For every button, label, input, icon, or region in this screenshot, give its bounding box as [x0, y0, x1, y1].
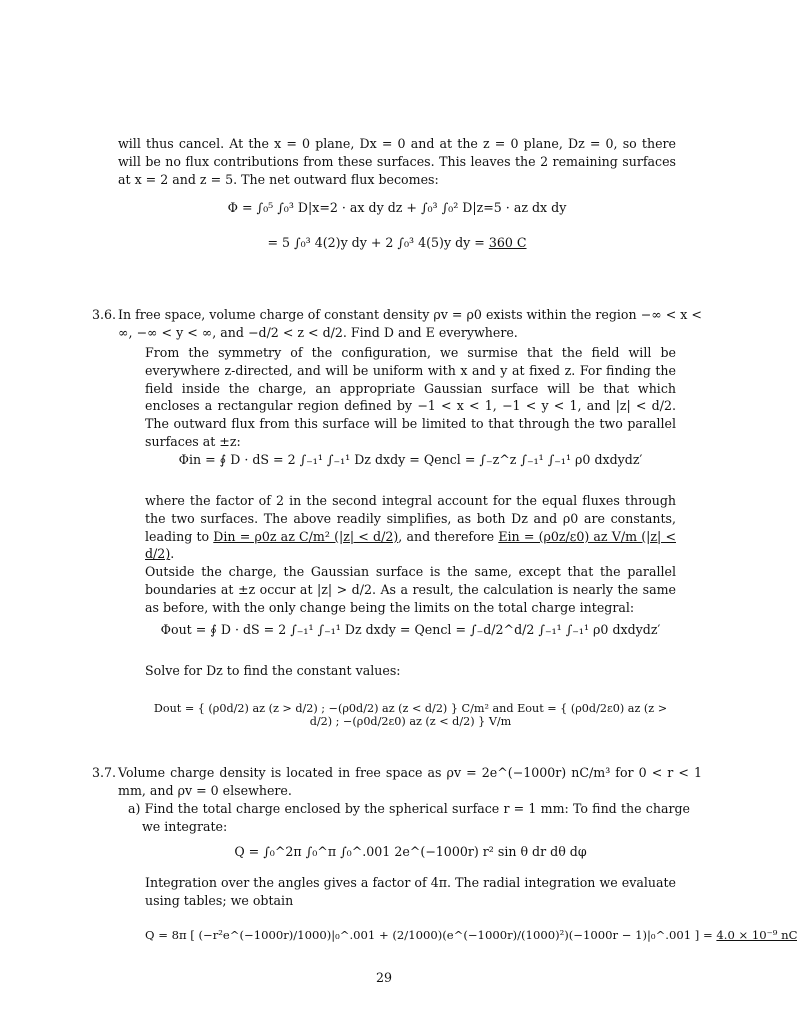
charge-result-text: Q = 8π [ (−r²e^(−1000r)/1000)|₀^.001 + (2/1000)(e^(−1000r)/(1000)²)(−1000r − 1)|₀^.001 ] =: [145, 928, 717, 942]
flux-result: 360 C: [488, 235, 527, 250]
p36-para2-a: where the factor of 2 in the second integral account for the equal fluxes through the two surfaces. The above readily simplifies, as both Dz and ρ0 are constants, leading to: [145, 493, 676, 544]
problem-3-6-paragraph-2: [145, 492, 676, 617]
charge-result-equation: [145, 928, 797, 942]
problem-3-7-statement: Volume charge density is located in free space as ρv = 2e^(−1000r) nC/m³ for 0 < r < 1 mm, and ρv = 0 elsewhere.: [118, 765, 702, 798]
part-a-label: a): [128, 801, 141, 816]
problem-3-6-statement: In free space, volume charge of constant density ρv = ρ0 exists within the region −∞ < x < ∞, −∞ < y < ∞, and −d/2 < z < d/2. Find D and E everywhere.: [118, 307, 702, 340]
page-number: 29: [375, 970, 393, 985]
problem-3-7-paragraph: [145, 874, 676, 910]
p36-para1-text: From the symmetry of the configuration, we surmise that the field will be everywhere z-directed, and will be uniform with x and y at fixed z. For finding the field inside the charge, an appropriate Gaussian surface will be that which encloses a rectangular region defined by −1 < x < 1, −1 < y < 1, and |z| < d/2. The outward flux from this surface will be limited to that through the two parallel surfaces at ±z:: [145, 345, 676, 449]
d-out-text: Dout = { (ρ0d/2) az (z > d/2) ; −(ρ0d/2) az (z < d/2) } C/m² and Eout = { (ρ0d/2ε0) az (z > d/2) ; −(ρ0d/2ε0) az (z < d/2) } V/m: [153, 702, 668, 728]
problem-3-7-part-a: [128, 800, 690, 836]
p36-para2-c: .: [170, 546, 175, 562]
p36-para2-b: , and therefore: [398, 528, 499, 544]
problem-3-7: [92, 764, 702, 800]
p36-para3-text: Outside the charge, the Gaussian surface is the same, except that the parallel boundaries at ±z occur at |z| > d/2. As a result, the calculation is nearly the same as before, with the only change being the limits on the total charge integral:: [145, 564, 676, 615]
solve-line: [145, 662, 676, 680]
solve-text: Solve for Dz to find the constant values:: [145, 663, 401, 678]
problem-3-6: [92, 306, 702, 342]
charge-integral-equation: [145, 844, 676, 859]
phi-in-equation: [145, 452, 676, 467]
problem-3-6-paragraph-1: [145, 344, 676, 451]
charge-integral-text: Q = ∫₀^2π ∫₀^π ∫₀^.001 2e^(−1000r) r² sin θ dr dθ dφ: [234, 844, 587, 859]
flux-equation-line-1: Φ = ∫₀⁵ ∫₀³ D|x=2 · ax dy dz + ∫₀³ ∫₀² D|z=5 · az dx dy: [227, 200, 567, 215]
p37-para-text: Integration over the angles gives a factor of 4π. The radial integration we evaluate using tables; we obtain: [145, 875, 676, 908]
problem-3-6-number: 3.6.: [92, 307, 117, 322]
e-inside-result: Ein = (ρ0z/ε0) az V/m (|z| < d/2): [145, 528, 676, 562]
phi-out-text: Φout = ∮ D · dS = 2 ∫₋₁¹ ∫₋₁¹ Dz dxdy = Qencl = ∫₋d/2^d/2 ∫₋₁¹ ∫₋₁¹ ρ0 dxdydz′: [160, 622, 661, 637]
problem-3-7-number: 3.7.: [92, 765, 117, 780]
d-inside-result: Din = ρ0z az C/m² (|z| < d/2): [213, 528, 399, 544]
intro-paragraph: [118, 135, 676, 188]
phi-in-text: Φin = ∮ D · dS = 2 ∫₋₁¹ ∫₋₁¹ Dz dxdy = Qencl = ∫₋z^z ∫₋₁¹ ∫₋₁¹ ρ0 dxdydz′: [178, 452, 643, 467]
charge-result-value: 4.0 × 10⁻⁹ nC: [716, 928, 797, 942]
phi-out-equation: [145, 622, 676, 637]
intro-text: will thus cancel. At the x = 0 plane, Dx = 0 and at the z = 0 plane, Dz = 0, so there will be no flux contributions from these surfaces. This leaves the 2 remaining surfaces at x = 2 and z = 5. The net outward flux becomes:: [118, 136, 676, 187]
d-out-e-out-equation: [145, 702, 676, 728]
flux-equation: [118, 200, 676, 250]
flux-equation-line-2: = 5 ∫₀³ 4(2)y dy + 2 ∫₀³ 4(5)y dy =: [267, 235, 489, 250]
part-a-text: Find the total charge enclosed by the spherical surface r = 1 mm: To find the charge we integrate:: [142, 801, 690, 834]
